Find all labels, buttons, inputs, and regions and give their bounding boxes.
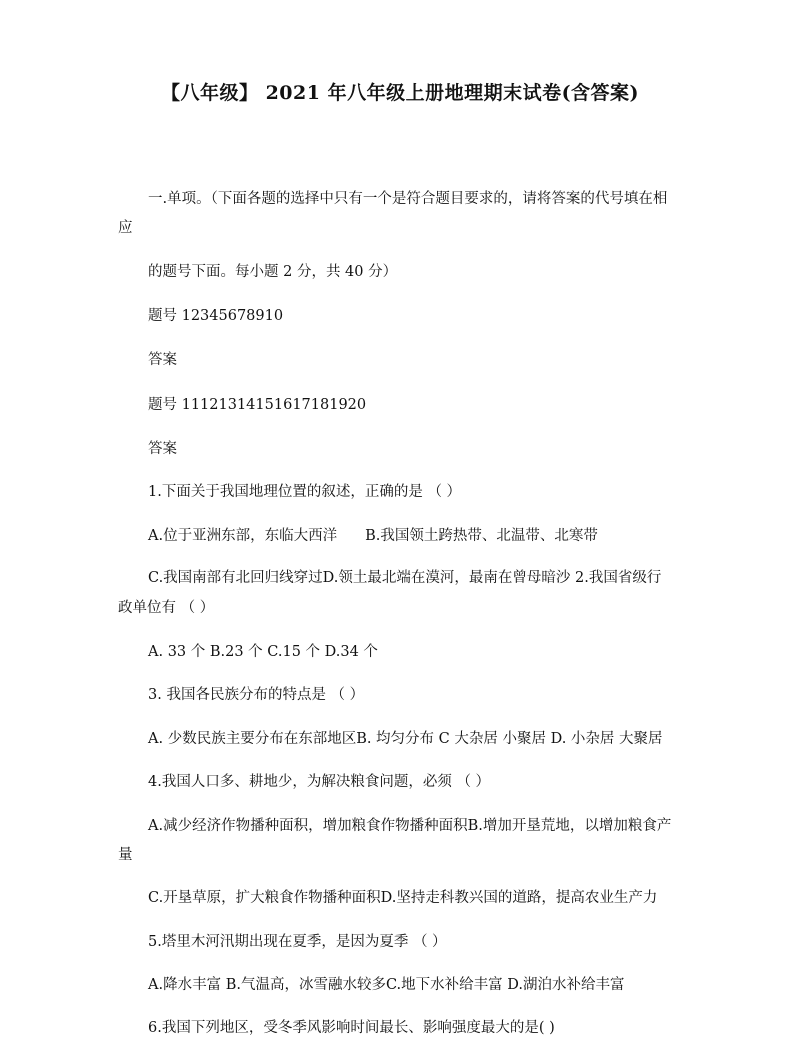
answer-grid-header-2: 题号 11121314151617181920: [148, 397, 367, 413]
question-1-option-a: A.位于亚洲东部，东临大西洋: [148, 528, 338, 544]
question-5-options: A.降水丰富 B.气温高，冰雪融水较多C.地下水补给丰富 D.湖泊水补给丰富: [148, 977, 625, 993]
section-instruction: 一.单项。（下面各题的选择中只有一个是符合题目要求的，请将答案的代号填在相: [148, 191, 668, 207]
question-3-options: A. 少数民族主要分布在东部地区B. 均匀分布 C 大杂居 小聚居 D. 小杂居 大聚居: [148, 731, 663, 747]
section-instruction-cont: 应: [118, 220, 133, 236]
answer-grid-label-1: 答案: [148, 352, 177, 368]
question-3: 3. 我国各民族分布的特点是 （ ）: [148, 687, 365, 703]
question-4-options-ab-cont: 量: [118, 847, 133, 863]
section-instruction-cont: 的题号下面。每小题 2 分，共 40 分）: [148, 264, 398, 280]
question-6: 6.我国下列地区，受冬季风影响时间最长、影响强度最大的是( ): [148, 1020, 555, 1036]
question-2-cont: 政单位有 （ ）: [118, 600, 215, 616]
question-1-options-cd: C.我国南部有北回归线穿过D.领土最北端在漠河，最南在曾母暗沙 2.我国省级行: [148, 570, 662, 586]
question-2-options: A. 33 个 B.23 个 C.15 个 D.34 个: [148, 644, 378, 660]
question-4-options-ab: A.减少经济作物播种面积，增加粮食作物播种面积B.增加开垦荒地，以增加粮食产: [148, 818, 672, 834]
document-title: 【八年级】 2021 年八年级上册地理期末试卷(含答案): [160, 82, 640, 104]
question-4-options-cd: C.开垦草原，扩大粮食作物播种面积D.坚持走科教兴国的道路，提高农业生产力: [148, 890, 658, 906]
question-1-options: [148, 524, 598, 545]
question-1: 1.下面关于我国地理位置的叙述，正确的是 （ ）: [148, 484, 462, 500]
answer-grid-label-2: 答案: [148, 441, 177, 457]
question-4: 4.我国人口多、耕地少，为解决粮食问题，必须 （ ）: [148, 774, 491, 790]
question-1-option-b: B.我国领土跨热带、北温带、北寒带: [365, 528, 598, 544]
answer-grid-header-1: 题号 12345678910: [148, 308, 284, 324]
question-5: 5.塔里木河汛期出现在夏季，是因为夏季 （ ）: [148, 934, 447, 950]
